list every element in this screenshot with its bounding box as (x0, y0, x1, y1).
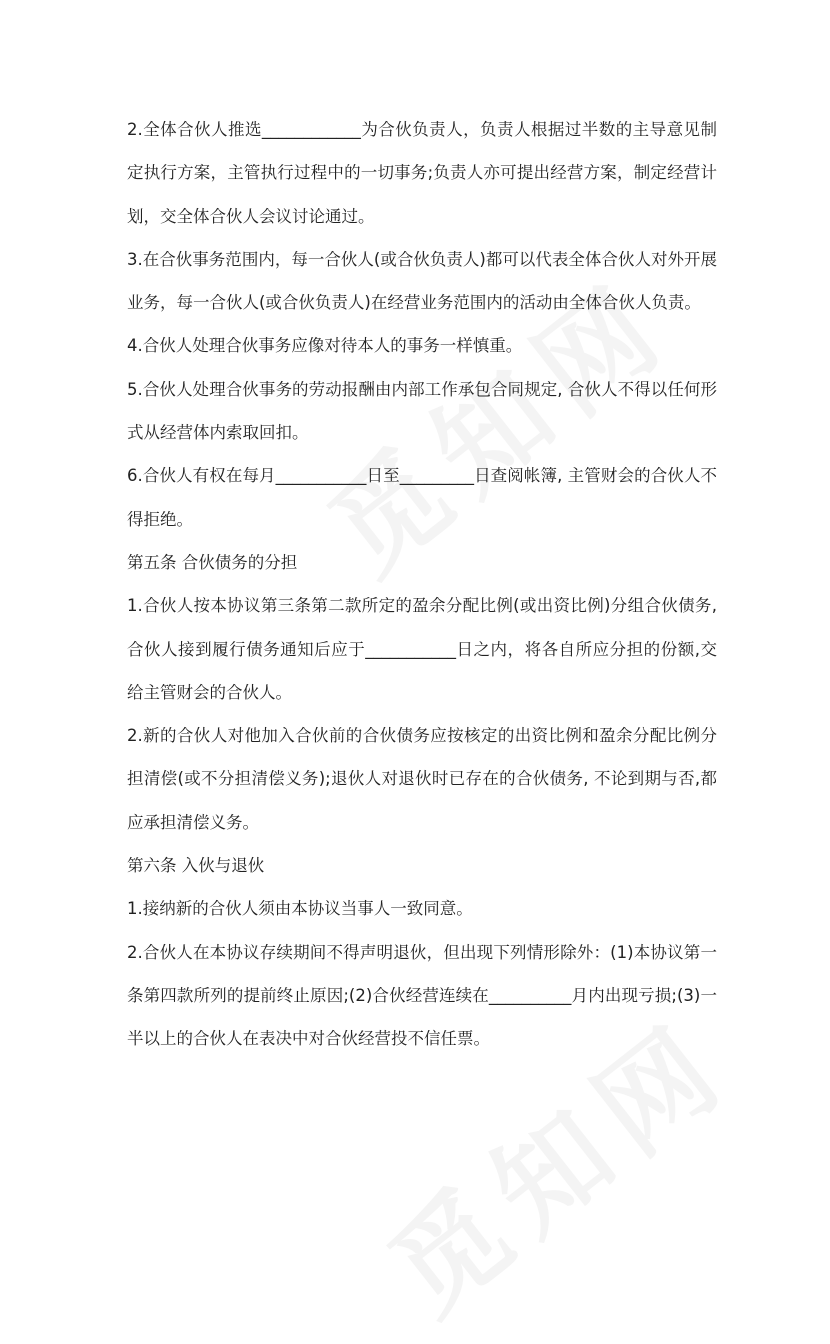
document-body (127, 108, 717, 1061)
paragraph-clause-2-4: 4.合伙人处理合伙事务应像对待本人的事务一样慎重。 (127, 336, 523, 356)
paragraph-clause-2-2: 2.全体合伙人推选____________为合伙负责人，负责人根据过半数的主导意见制定执行方案，主管执行过程中的一切事务;负责人亦可提出经营方案，制定经营计划，交全体合伙人会议讨论通过。 (127, 120, 717, 226)
paragraph-article-6-1: 1.接纳新的合伙人须由本协议当事人一致同意。 (127, 899, 473, 919)
paragraph-clause-2-3: 3.在合伙事务范围内，每一合伙人(或合伙负责人)都可以代表全体合伙人对外开展业务，每一合伙人(或合伙负责人)在经营业务范围内的活动由全体合伙人负责。 (127, 249, 717, 313)
paragraph-clause-2-5: 5.合伙人处理合伙事务的劳动报酬由内部工作承包合同规定, 合伙人不得以任何形式从经营体内索取回扣。 (127, 379, 717, 443)
section-heading-article-6: 第六条 入伙与退伙 (127, 856, 265, 876)
paragraph-article-6-2: 2.合伙人在本协议存续期间不得声明退伙，但出现下列情形除外：(1)本协议第一条第四款所列的提前终止原因;(2)合伙经营连续在__________月内出现亏损;(3)一半以上的合伙人在表决中对合伙经营投不信任票。 (127, 942, 717, 1049)
paragraph-clause-2-6: 6.合伙人有权在每月___________日至_________日查阅帐簿, 主管财会的合伙人不得拒绝。 (127, 466, 717, 529)
paragraph-article-5-1: 1.合伙人按本协议第三条第二款所定的盈余分配比例(或出资比例)分组合伙债务,合伙人接到履行债务通知后应于___________日之内，将各自所应分担的份额,交给主管财会的合伙人。 (127, 596, 717, 702)
section-heading-article-5: 第五条 合伙债务的分担 (127, 552, 298, 572)
paragraph-article-5-2: 2.新的合伙人对他加入合伙前的合伙债务应按核定的出资比例和盈余分配比例分担清偿(或不分担清偿义务);退伙人对退伙时已存在的合伙债务, 不论到期与否,都应承担清偿义务。 (127, 726, 717, 832)
